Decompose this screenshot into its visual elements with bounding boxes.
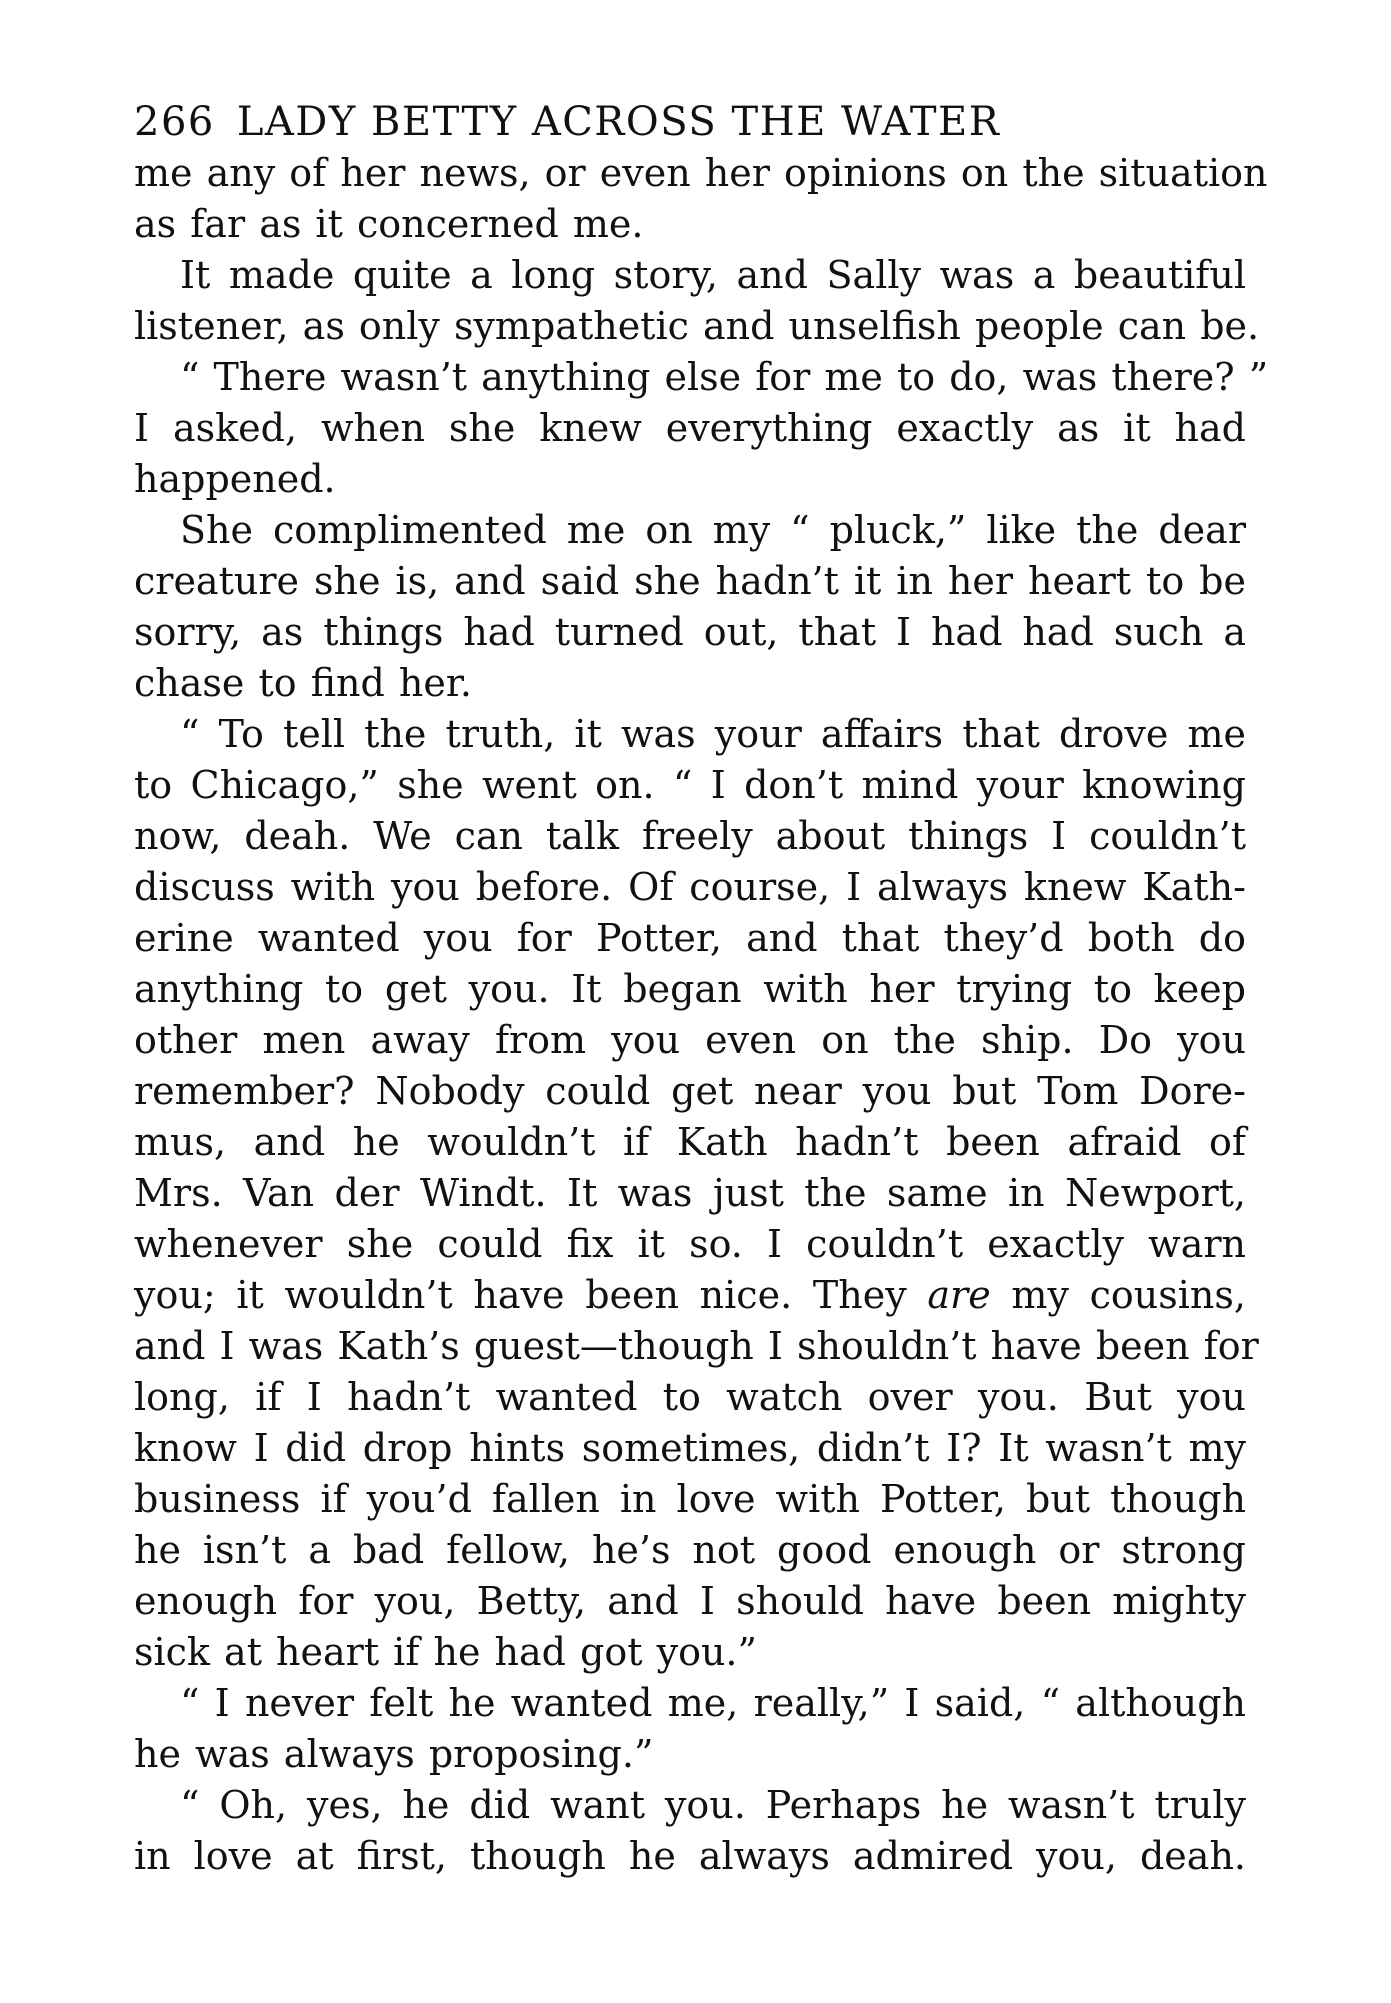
text-line: enough for you, Betty, and I should have been mighty	[134, 1579, 1246, 1623]
paragraph-continuation	[134, 148, 1268, 250]
text-line: happened.	[134, 457, 336, 501]
text-line: erine wanted you for Potter, and that they’d both do	[134, 916, 1246, 960]
text-line: mus, and he wouldn’t if Kath hadn’t been afraid of	[134, 1120, 1246, 1164]
text-line: remember? Nobody could get near you but Tom Dore-	[134, 1069, 1246, 1113]
text-line: other men away from you even on the ship. Do you	[134, 1018, 1246, 1062]
paragraph	[134, 250, 1260, 352]
text-line: listener, as only sympathetic and unselfish people can be.	[134, 304, 1260, 348]
text-line: discuss with you before. Of course, I always knew Kath-	[134, 865, 1246, 909]
text-line: know I did drop hints sometimes, didn’t I? It wasn’t my	[134, 1426, 1246, 1470]
text-line: “ To tell the truth, it was your affairs that drove me	[180, 712, 1246, 756]
text-line: chase to find her.	[134, 661, 472, 705]
emphasis: are	[927, 1273, 991, 1317]
text-line-italic-are: you; it wouldn’t have been nice. They are my cousins,	[134, 1273, 1246, 1317]
text-line: long, if I hadn’t wanted to watch over you. But you	[134, 1375, 1246, 1419]
running-title: LADY BETTY ACROSS THE WATER	[236, 99, 1001, 145]
text-line: he isn’t a bad fellow, he’s not good enough or strong	[134, 1528, 1246, 1572]
text-line: in love at first, though he always admired you, deah.	[134, 1834, 1246, 1878]
text-line: now, deah. We can talk freely about things I couldn’t	[134, 814, 1246, 858]
text-line: to Chicago,” she went on. “ I don’t mind your knowing	[134, 763, 1246, 807]
text-line: as far as it concerned me.	[134, 202, 644, 246]
paragraph	[134, 352, 1269, 505]
book-page	[134, 96, 1269, 1882]
text-line: business if you’d fallen in love with Potter, but though	[134, 1477, 1246, 1521]
text-line: sick at heart if he had got you.”	[134, 1630, 757, 1674]
text-line: me any of her news, or even her opinions on the situation	[134, 151, 1268, 195]
text-line: he was always proposing.”	[134, 1732, 654, 1776]
paragraph	[134, 1780, 1246, 1882]
text-line: She complimented me on my “ pluck,” like the dear	[180, 508, 1246, 552]
text-line: and I was Kath’s guest—though I shouldn’t have been for	[134, 1324, 1259, 1368]
text-line: I asked, when she knew everything exactly as it had	[134, 406, 1246, 450]
text-line: Mrs. Van der Windt. It was just the same in Newport,	[134, 1171, 1246, 1215]
text-line: “ There wasn’t anything else for me to do, was there? ”	[180, 355, 1269, 399]
text-line: whenever she could fix it so. I couldn’t exactly warn	[134, 1222, 1246, 1266]
text-line: It made quite a long story, and Sally was a beautiful	[180, 253, 1246, 297]
text-line: creature she is, and said she hadn’t it in her heart to be	[134, 559, 1246, 603]
running-head	[134, 96, 1246, 148]
text-line: “ I never felt he wanted me, really,” I said, “ although	[180, 1681, 1246, 1725]
paragraph	[134, 709, 1259, 1678]
text-line: anything to get you. It began with her trying to keep	[134, 967, 1246, 1011]
paragraph	[134, 1678, 1246, 1780]
text-line: “ Oh, yes, he did want you. Perhaps he wasn’t truly	[180, 1783, 1246, 1827]
paragraph	[134, 505, 1246, 709]
text-line: sorry, as things had turned out, that I had had such a	[134, 610, 1246, 654]
page-number: 266	[134, 99, 215, 145]
